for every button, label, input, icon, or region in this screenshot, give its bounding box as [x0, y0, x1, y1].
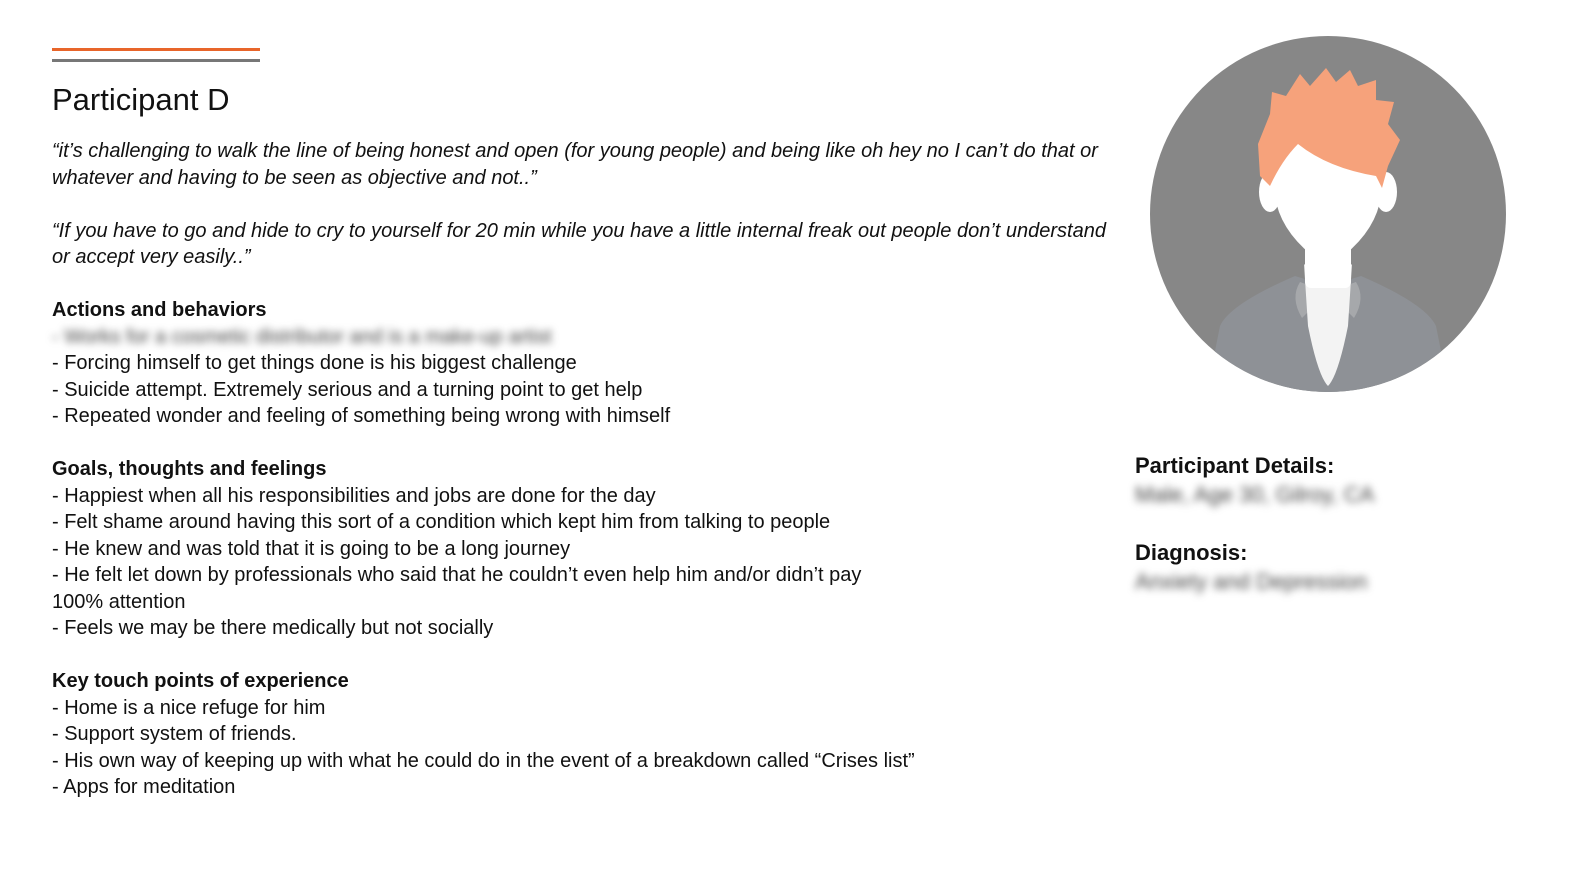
redacted-list-item: - Works for a cosmetic distributor and is a make-up artist	[52, 325, 552, 348]
participant-details-label: Participant Details:	[1135, 453, 1335, 478]
list-item: - Apps for meditation	[52, 776, 236, 798]
list-item: - He felt let down by professionals who said that he couldn’t even help him and/or didn’t pay	[52, 564, 862, 586]
section-actions-behaviors	[52, 297, 1112, 430]
participant-details-value: Male, Age 30, Gilroy, CA	[1135, 482, 1375, 507]
participant-notes	[52, 138, 1112, 827]
diagnosis-label: Diagnosis:	[1135, 540, 1248, 565]
section-key-touch-points	[52, 668, 1112, 801]
list-item: - He knew and was told that it is going to be a long journey	[52, 537, 571, 560]
section-goals-thoughts-feelings	[52, 456, 1112, 642]
quote-1: “it’s challenging to walk the line of being honest and open (for young people) and being like oh hey no I can’t do that or whatever and having to be seen as objective and not..”	[52, 140, 1098, 189]
section-heading: Goals, thoughts and feelings	[52, 458, 327, 480]
list-item: - Repeated wonder and feeling of something being wrong with himself	[52, 405, 671, 427]
section-heading: Actions and behaviors	[52, 299, 267, 321]
list-item: - Support system of friends.	[52, 723, 297, 745]
list-item: - His own way of keeping up with what he could do in the event of a breakdown called “Crises list”	[52, 749, 915, 772]
page-title: Participant D	[52, 82, 230, 117]
orange-accent-rule	[52, 48, 260, 51]
list-item-continuation: 100% attention	[52, 590, 186, 613]
quote-2: “If you have to go and hide to cry to yourself for 20 min while you have a little internal freak out people don’t understand or accept very easily..”	[52, 219, 1106, 268]
list-item: - Forcing himself to get things done is his biggest challenge	[52, 352, 577, 374]
section-heading: Key touch points of experience	[52, 670, 349, 692]
diagnosis-value: Anxiety and Depression	[1135, 569, 1368, 594]
person-avatar-icon	[1150, 36, 1506, 392]
list-item: - Feels we may be there medically but not socially	[52, 617, 494, 639]
participant-details-panel	[1135, 452, 1555, 626]
list-item: - Happiest when all his responsibilities and jobs are done for the day	[52, 484, 656, 507]
gray-accent-rule	[52, 59, 260, 62]
list-item: - Felt shame around having this sort of a condition which kept him from talking to people	[52, 511, 831, 533]
list-item: - Suicide attempt. Extremely serious and a turning point to get help	[52, 378, 643, 401]
list-item: - Home is a nice refuge for him	[52, 696, 326, 719]
